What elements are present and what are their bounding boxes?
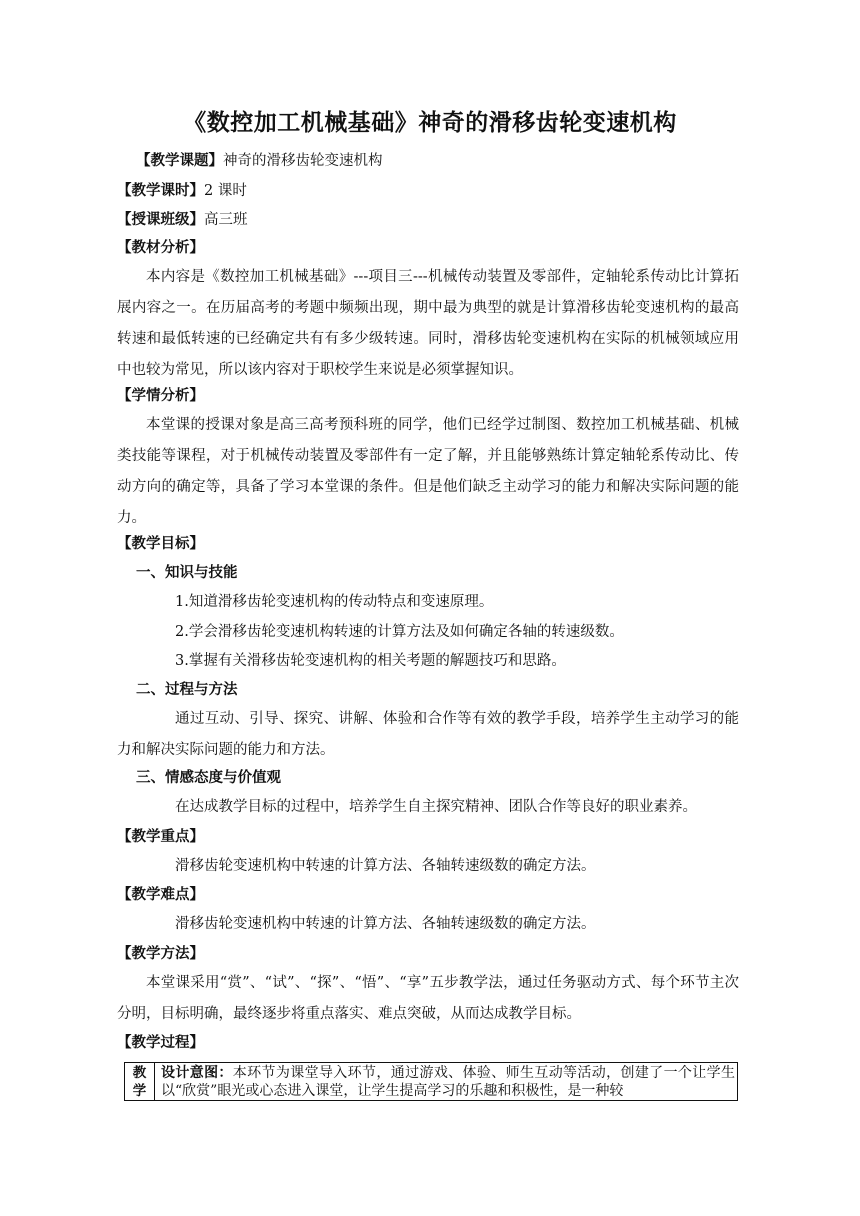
topic-label: 【教学课题】 bbox=[136, 153, 223, 169]
intent-label: 设计意图： bbox=[161, 1065, 233, 1081]
process-phase-cell bbox=[125, 1063, 155, 1100]
goal1-item: 2.学会滑移齿轮变速机构转速的计算方法及如何确定各轴的转速级数。 bbox=[175, 624, 624, 640]
goal2-heading: 二、过程与方法 bbox=[136, 682, 238, 698]
goal1-heading: 一、知识与技能 bbox=[136, 565, 238, 581]
goal3-heading: 三、情感态度与价值观 bbox=[136, 770, 281, 786]
goal1-item: 3.掌握有关滑移齿轮变速机构的相关考题的解题技巧和思路。 bbox=[175, 653, 566, 669]
hours-line bbox=[117, 181, 247, 201]
method-heading: 【教学方法】 bbox=[117, 946, 204, 962]
class-label: 【授课班级】 bbox=[117, 212, 204, 228]
process-phase-char: 教 bbox=[132, 1065, 147, 1081]
topic-value: 神奇的滑移齿轮变速机构 bbox=[223, 153, 383, 169]
process-table bbox=[124, 1062, 738, 1101]
page-title: 《数控加工机械基础》神奇的滑移齿轮变速机构 bbox=[183, 110, 677, 136]
hours-label: 【教学课时】 bbox=[117, 183, 204, 199]
process-heading: 【教学过程】 bbox=[117, 1035, 204, 1051]
method-text: 本堂课采用“赏”、“试”、“探”、“悟”、“享”五步教学法，通过任务驱动方式、每个环节主次分明，目标明确，最终逐步将重点落实、难点突破，从而达成教学目标。 bbox=[117, 975, 739, 1022]
process-intent-cell bbox=[161, 1063, 735, 1100]
process-phase-char: 学 bbox=[132, 1083, 147, 1099]
learner-text: 本堂课的授课对象是高三高考预科班的同学，他们已经学过制图、数控加工机械基础、机械类技能等课程，对于机械传动装置及零部件有一定了解，并且能够熟练计算定轴轮系传动比、传动方向的确定等，具备了学习本堂课的条件。但是他们缺乏主动学习的能力和解决实际问题的能力。 bbox=[117, 417, 739, 526]
learner-heading: 【学情分析】 bbox=[117, 388, 204, 404]
topic-line bbox=[136, 151, 383, 171]
goal1-item: 1.知道滑移齿轮变速机构的传动特点和变速原理。 bbox=[175, 594, 494, 610]
goals-heading: 【教学目标】 bbox=[117, 536, 204, 552]
intent-text: 本环节为课堂导入环节，通过游戏、体验、师生互动等活动，创建了一个让学生以“欣赏”眼光或心态进入课堂，让学生提高学习的乐趣和积极性，是一种较 bbox=[161, 1065, 735, 1099]
material-heading: 【教材分析】 bbox=[117, 240, 204, 256]
goal2-text: 通过互动、引导、探究、讲解、体验和合作等有效的教学手段，培养学生主动学习的能力和解决实际问题的能力和方法。 bbox=[117, 711, 739, 758]
class-value: 高三班 bbox=[204, 212, 248, 228]
key-text: 滑移齿轮变速机构中转速的计算方法、各轴转速级数的确定方法。 bbox=[175, 858, 596, 874]
class-line bbox=[117, 210, 248, 230]
difficult-heading: 【教学难点】 bbox=[117, 887, 204, 903]
material-text: 本内容是《数控加工机械基础》---项目三---机械传动装置及零部件，定轴轮系传动比计算拓展内容之一。在历届高考的考题中频频出现，期中最为典型的就是计算滑移齿轮变速机构的最高转速和最低转速的已经确定共有有多少级转速。同时，滑移齿轮变速机构在实际的机械领域应用中也较为常见，所以该内容对于职校学生来说是必须掌握知识。 bbox=[117, 269, 739, 378]
difficult-text: 滑移齿轮变速机构中转速的计算方法、各轴转速级数的确定方法。 bbox=[175, 916, 596, 932]
hours-value: 2 课时 bbox=[204, 183, 247, 199]
goal3-text: 在达成教学目标的过程中，培养学生自主探究精神、团队合作等良好的职业素养。 bbox=[175, 799, 697, 815]
key-heading: 【教学重点】 bbox=[117, 829, 204, 845]
